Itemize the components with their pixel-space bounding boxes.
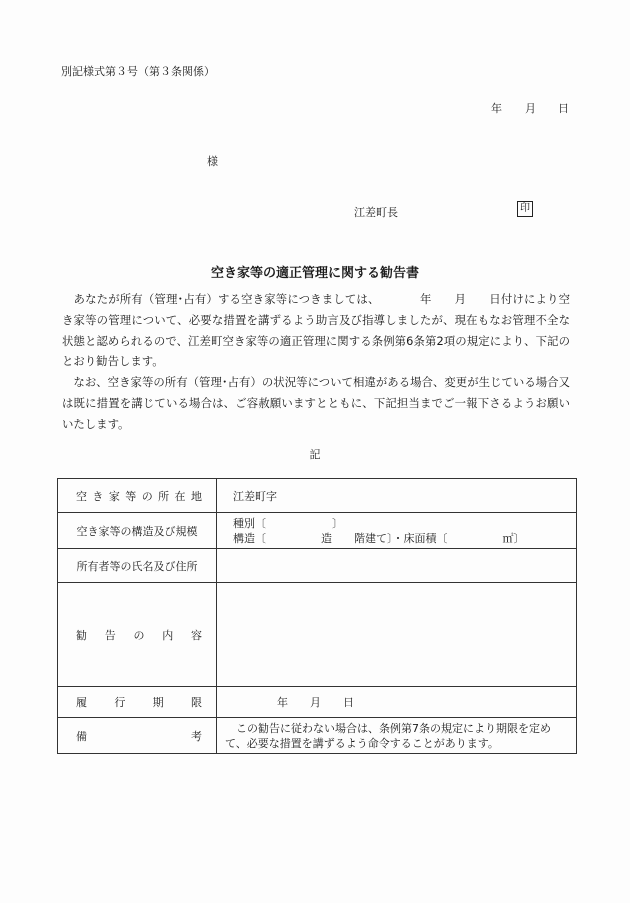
- ki-heading: 記: [309, 448, 321, 461]
- location-value: 江差町字: [217, 479, 577, 513]
- table-row: [58, 479, 577, 513]
- table-row: [58, 513, 577, 549]
- paragraph-1: あなたが所有（管理･占有）する空き家等につきましては、 年 月 日付けにより空き家等の管理について、必要な措置を講ずるよう助言及び指導しましたが、現在もなお管理不全な状態と認められるので、江差町空き家等の適正管理に関する条例第6条第2項の規定により、下記のとおり勧告します。: [62, 292, 570, 369]
- recommendation-table: [57, 478, 577, 754]
- date-year: 年: [491, 102, 502, 115]
- table-row: [58, 583, 577, 687]
- content-label: 勧 告 の 内 容: [58, 583, 217, 687]
- owner-label: 所有者等の氏名及び住所: [58, 549, 217, 583]
- owner-value: [217, 549, 577, 583]
- deadline-label: 履 行 期 限: [58, 687, 217, 718]
- content-value: [217, 583, 577, 687]
- deadline-value: 年 月 日: [217, 687, 577, 718]
- structure-value: [217, 513, 577, 549]
- paragraph-2: なお、空き家等の所有（管理･占有）の状況等について相違がある場合、変更が生じている場合又は既に措置を講じている場合は、ご容赦願いますとともに、下記担当までご一報下さるようお願いいたします。: [62, 375, 570, 431]
- addressee: 様: [207, 155, 218, 168]
- structure-label: 空き家等の構造及び規模: [58, 513, 217, 549]
- structure-type: 種別〔 〕: [233, 516, 343, 530]
- form-number: 別記様式第３号（第３条関係）: [61, 65, 215, 78]
- table-row: [58, 549, 577, 583]
- structure-details: 構造〔 造 階建て〕・床面積〔 ㎡〕: [233, 531, 525, 545]
- issuer: 江差町長: [354, 206, 398, 219]
- remarks-value: この勧告に従わない場合は、条例第7条の規定により期限を定めて、必要な措置を講ずるよう命令することがあります。: [217, 718, 577, 754]
- document-title: 空き家等の適正管理に関する勧告書: [210, 266, 419, 281]
- table-row: [58, 718, 577, 754]
- location-label: 空 き 家 等 の 所 在 地: [58, 479, 217, 513]
- table-row: [58, 687, 577, 718]
- seal-mark: 印: [517, 201, 533, 217]
- remarks-label: 備 考: [58, 718, 217, 754]
- date-month: 月: [525, 102, 536, 115]
- body-text: [62, 289, 570, 435]
- date-day: 日: [558, 102, 569, 115]
